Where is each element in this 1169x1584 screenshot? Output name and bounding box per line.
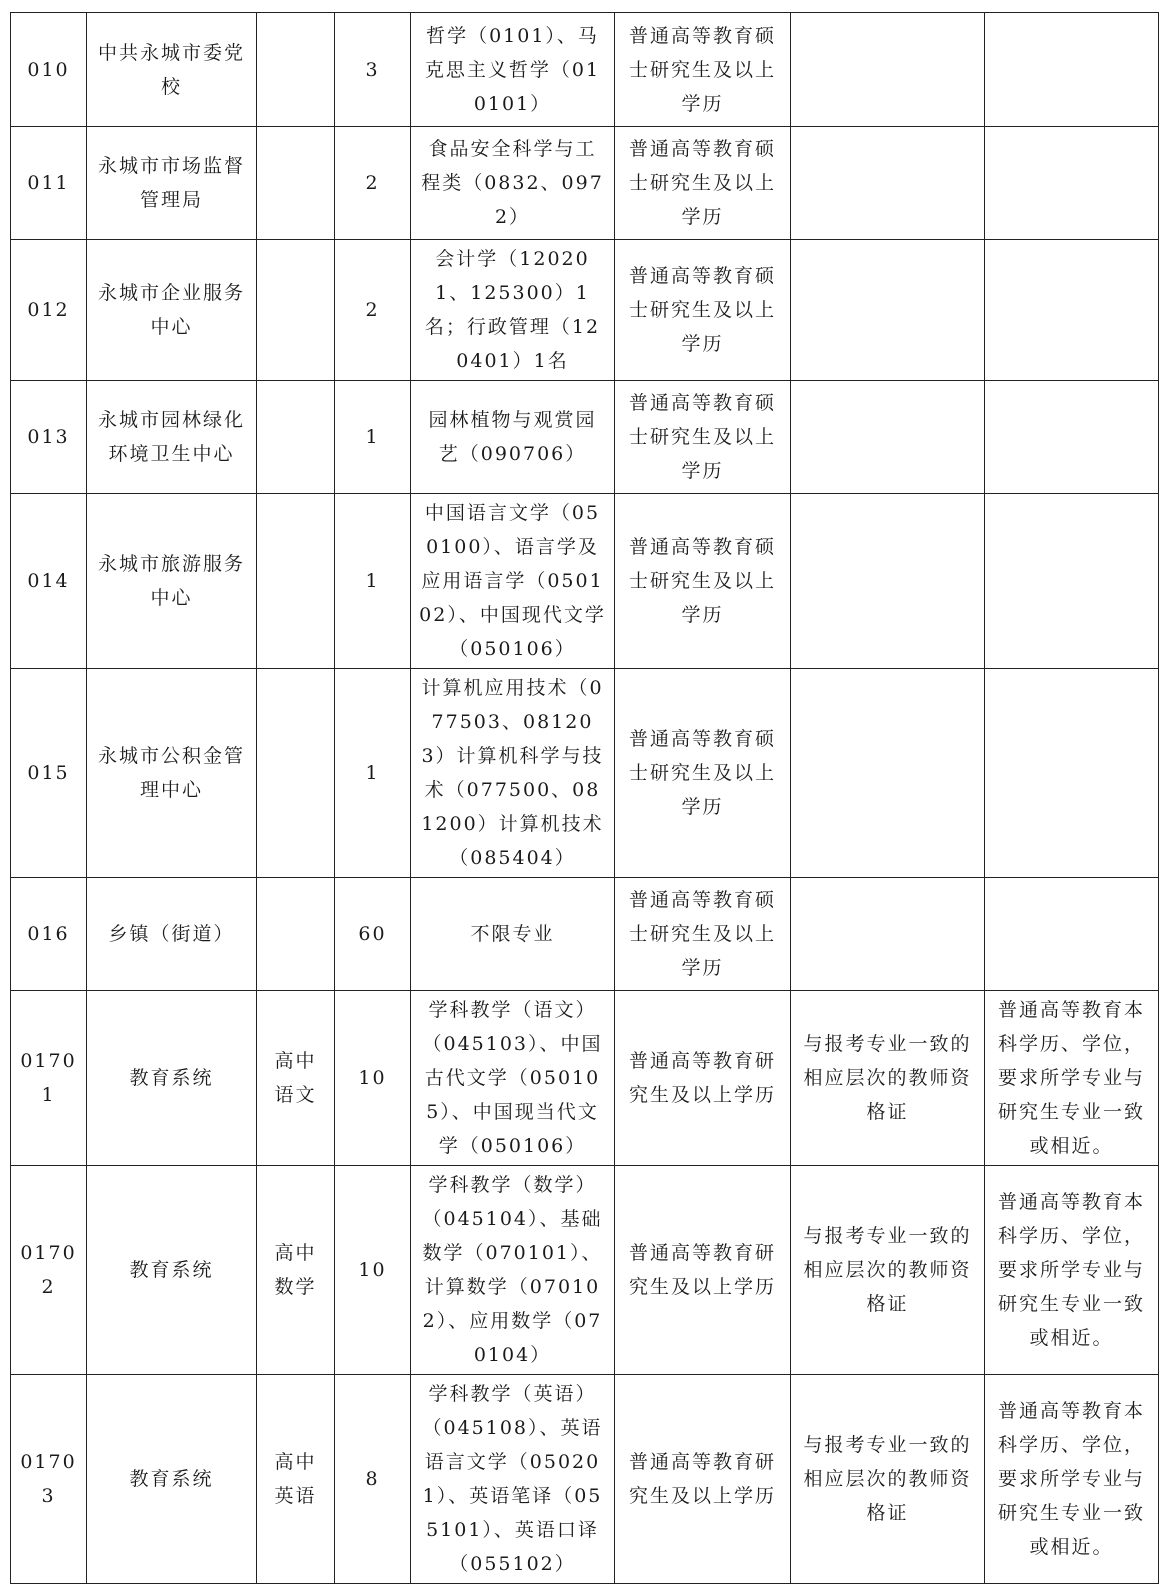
education-requirement: 普通高等教育研究生及以上学历	[615, 991, 791, 1166]
hiring-unit: 中共永城市委党校	[87, 13, 257, 127]
hire-count: 3	[335, 13, 411, 127]
subject	[257, 669, 335, 878]
major-requirement: 会计学（120201、125300）1名；行政管理（120401）1名	[411, 240, 615, 381]
major-requirement: 学科教学（语文）（045103）、中国古代文学（050105）、中国现当代文学（050106）	[411, 991, 615, 1166]
certificate-requirement: 与报考专业一致的相应层次的教师资格证	[791, 1375, 985, 1584]
other-requirement	[985, 13, 1159, 127]
position-code: 01703	[11, 1375, 87, 1584]
hire-count: 1	[335, 494, 411, 669]
table-row	[11, 1375, 1159, 1584]
table-row	[11, 381, 1159, 494]
other-requirement: 普通高等教育本科学历、学位，要求所学专业与研究生专业一致或相近。	[985, 1375, 1159, 1584]
hiring-unit: 永城市旅游服务中心	[87, 494, 257, 669]
subject	[257, 878, 335, 991]
education-requirement: 普通高等教育硕士研究生及以上学历	[615, 669, 791, 878]
education-requirement: 普通高等教育硕士研究生及以上学历	[615, 494, 791, 669]
education-requirement: 普通高等教育硕士研究生及以上学历	[615, 13, 791, 127]
position-code: 01701	[11, 991, 87, 1166]
major-requirement: 计算机应用技术（077503、081203）计算机科学与技术（077500、081200）计算机技术（085404）	[411, 669, 615, 878]
subject: 高中数学	[257, 1166, 335, 1375]
certificate-requirement	[791, 240, 985, 381]
position-code: 01702	[11, 1166, 87, 1375]
hire-count: 1	[335, 381, 411, 494]
major-requirement: 不限专业	[411, 878, 615, 991]
certificate-requirement	[791, 494, 985, 669]
table-row	[11, 127, 1159, 240]
major-requirement: 食品安全科学与工程类（0832、0972）	[411, 127, 615, 240]
other-requirement	[985, 878, 1159, 991]
table-row	[11, 878, 1159, 991]
certificate-requirement	[791, 669, 985, 878]
other-requirement	[985, 381, 1159, 494]
hire-count: 8	[335, 1375, 411, 1584]
education-requirement: 普通高等教育硕士研究生及以上学历	[615, 127, 791, 240]
major-requirement: 中国语言文学（050100）、语言学及应用语言学（050102）、中国现代文学（050106）	[411, 494, 615, 669]
education-requirement: 普通高等教育硕士研究生及以上学历	[615, 381, 791, 494]
subject: 高中语文	[257, 991, 335, 1166]
hiring-unit: 教育系统	[87, 1166, 257, 1375]
subject	[257, 494, 335, 669]
table-row	[11, 240, 1159, 381]
education-requirement: 普通高等教育研究生及以上学历	[615, 1375, 791, 1584]
hiring-unit: 永城市园林绿化环境卫生中心	[87, 381, 257, 494]
hiring-unit: 永城市市场监督管理局	[87, 127, 257, 240]
hiring-unit: 教育系统	[87, 1375, 257, 1584]
hiring-unit: 教育系统	[87, 991, 257, 1166]
hiring-unit: 乡镇（街道）	[87, 878, 257, 991]
table-row	[11, 13, 1159, 127]
certificate-requirement	[791, 878, 985, 991]
other-requirement: 普通高等教育本科学历、学位，要求所学专业与研究生专业一致或相近。	[985, 1166, 1159, 1375]
subject	[257, 127, 335, 240]
education-requirement: 普通高等教育研究生及以上学历	[615, 1166, 791, 1375]
other-requirement	[985, 669, 1159, 878]
hire-count: 2	[335, 240, 411, 381]
other-requirement: 普通高等教育本科学历、学位，要求所学专业与研究生专业一致或相近。	[985, 991, 1159, 1166]
subject: 高中英语	[257, 1375, 335, 1584]
table-row	[11, 991, 1159, 1166]
major-requirement: 学科教学（数学）（045104）、基础数学（070101）、计算数学（070102）、应用数学（070104）	[411, 1166, 615, 1375]
major-requirement: 学科教学（英语）（045108）、英语语言文学（050201）、英语笔译（055101）、英语口译（055102）	[411, 1375, 615, 1584]
certificate-requirement	[791, 13, 985, 127]
other-requirement	[985, 127, 1159, 240]
position-code: 012	[11, 240, 87, 381]
position-code: 016	[11, 878, 87, 991]
major-requirement: 哲学（0101）、马克思主义哲学（010101）	[411, 13, 615, 127]
certificate-requirement	[791, 381, 985, 494]
position-code: 010	[11, 13, 87, 127]
hire-count: 1	[335, 669, 411, 878]
position-code: 011	[11, 127, 87, 240]
subject	[257, 381, 335, 494]
hire-count: 60	[335, 878, 411, 991]
education-requirement: 普通高等教育硕士研究生及以上学历	[615, 878, 791, 991]
subject	[257, 13, 335, 127]
subject	[257, 240, 335, 381]
other-requirement	[985, 240, 1159, 381]
education-requirement: 普通高等教育硕士研究生及以上学历	[615, 240, 791, 381]
position-code: 015	[11, 669, 87, 878]
table-row	[11, 669, 1159, 878]
position-code: 014	[11, 494, 87, 669]
other-requirement	[985, 494, 1159, 669]
certificate-requirement	[791, 127, 985, 240]
certificate-requirement: 与报考专业一致的相应层次的教师资格证	[791, 991, 985, 1166]
hire-count: 10	[335, 991, 411, 1166]
table-row	[11, 1166, 1159, 1375]
table-row	[11, 494, 1159, 669]
certificate-requirement: 与报考专业一致的相应层次的教师资格证	[791, 1166, 985, 1375]
hire-count: 10	[335, 1166, 411, 1375]
position-table	[10, 12, 1159, 1584]
position-code: 013	[11, 381, 87, 494]
hiring-unit: 永城市企业服务中心	[87, 240, 257, 381]
hire-count: 2	[335, 127, 411, 240]
hiring-unit: 永城市公积金管理中心	[87, 669, 257, 878]
major-requirement: 园林植物与观赏园艺（090706）	[411, 381, 615, 494]
